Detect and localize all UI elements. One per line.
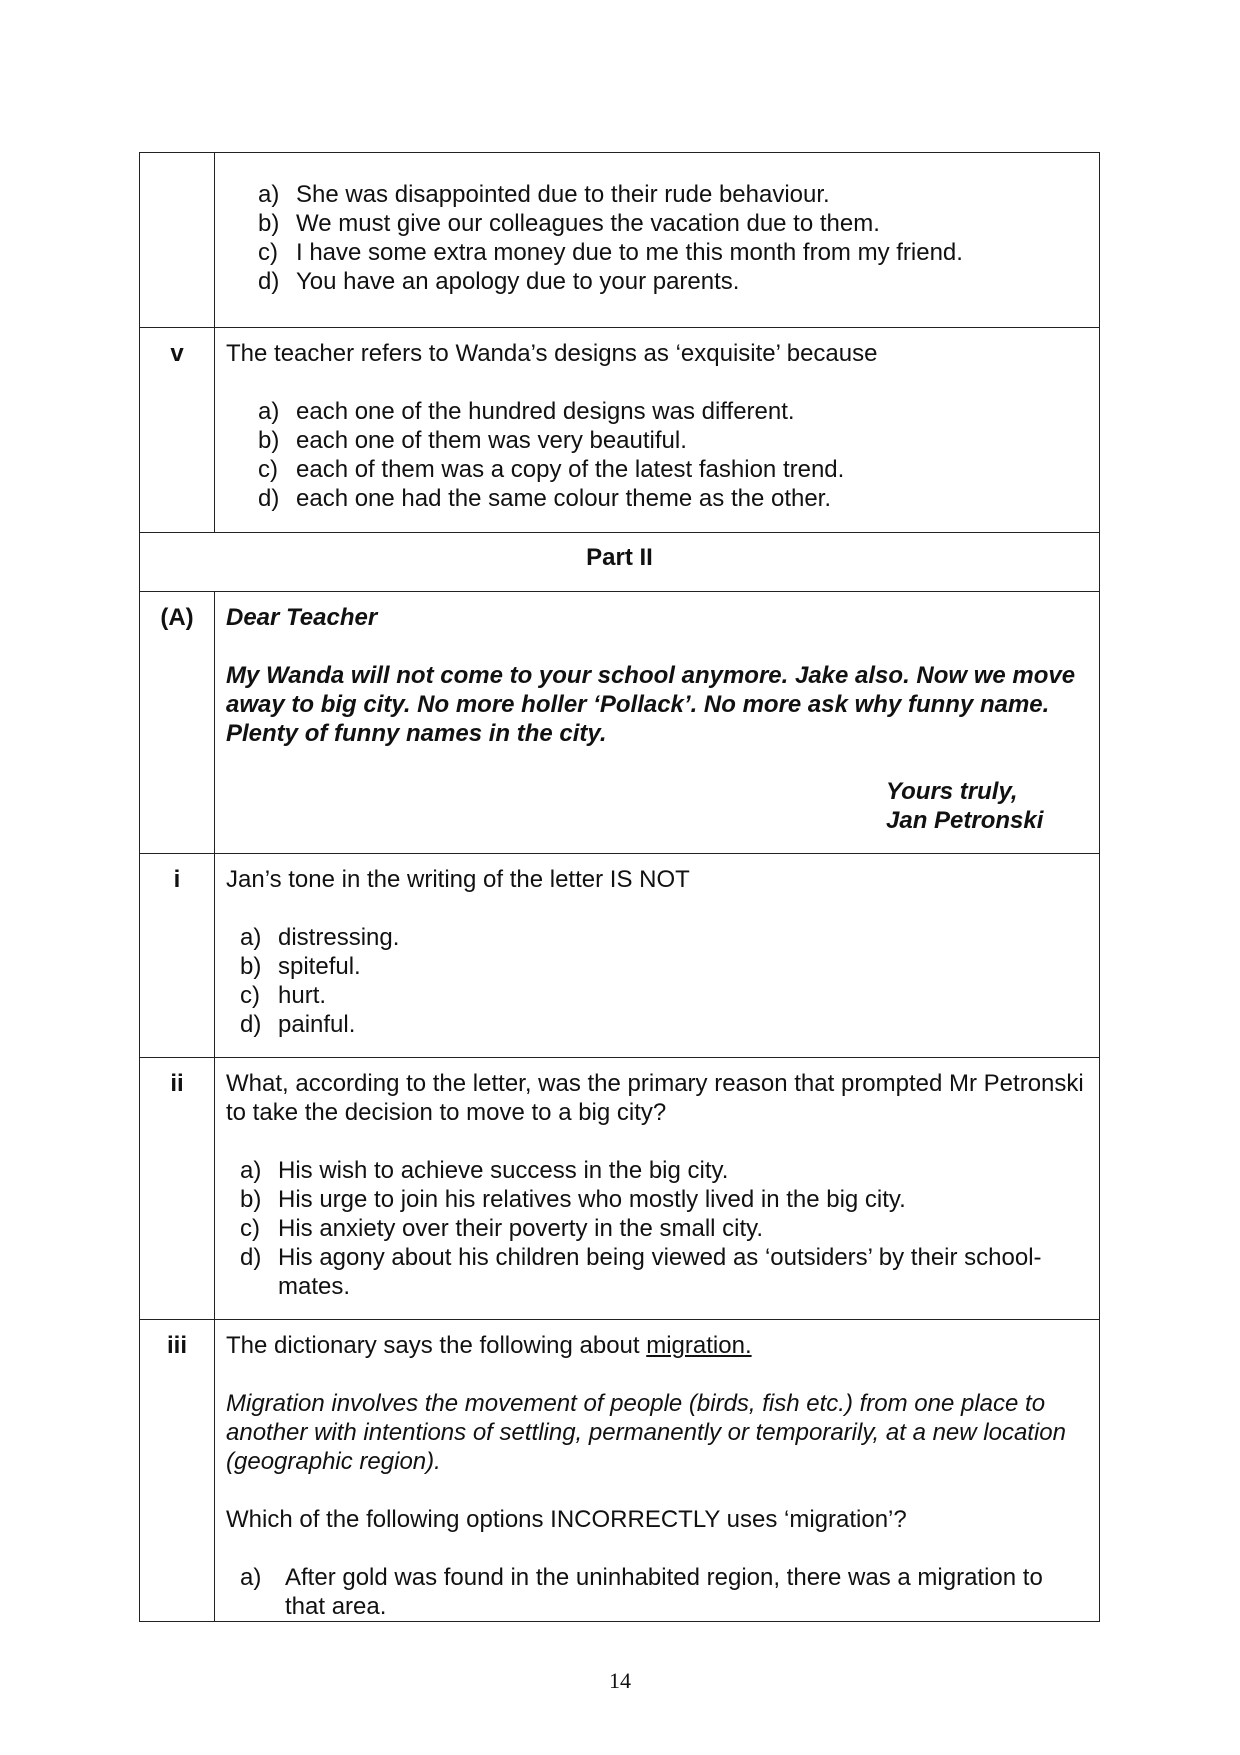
table-row: [140, 854, 1100, 1058]
question-text: Jan’s tone in the writing of the letter IS NOT: [226, 866, 690, 893]
options-list: [258, 180, 1087, 296]
list-item: b) spiteful.: [240, 953, 361, 980]
list-item: a) After gold was found in the uninhabited region, there was a migration to that area.: [240, 1564, 1043, 1620]
question-number: (A): [140, 592, 215, 854]
question-text: The dictionary says the following about migration.: [226, 1332, 752, 1359]
list-item: b) His urge to join his relatives who mostly lived in the big city.: [240, 1186, 906, 1213]
list-item: d) You have an apology due to your parents.: [258, 268, 740, 295]
list-item: c) I have some extra money due to me this month from my friend.: [258, 239, 963, 266]
question-number: [140, 153, 215, 328]
dictionary-definition: Migration involves the movement of people (birds, fish etc.) from one place to another with intentions of settling, permanently or temporarily, at a new location (geographic region).: [226, 1390, 1066, 1475]
table-row: [140, 1058, 1100, 1320]
list-item: d) His agony about his children being viewed as ‘outsiders’ by their school-mates.: [240, 1244, 1042, 1300]
question-number: i: [140, 854, 215, 1058]
list-item: a) His wish to achieve success in the big city.: [240, 1157, 729, 1184]
options-list: [226, 1563, 1087, 1621]
question-table: [139, 152, 1100, 1622]
page-number: 14: [609, 1668, 631, 1693]
underlined-term: migration.: [646, 1332, 752, 1359]
list-item: c) each of them was a copy of the latest fashion trend.: [258, 456, 845, 483]
list-item: b) each one of them was very beautiful.: [258, 427, 687, 454]
table-row: [140, 1320, 1100, 1622]
options-list: [226, 397, 1087, 513]
letter-closing: Yours truly,: [886, 778, 1018, 805]
question-number: v: [140, 328, 215, 533]
list-item: c) His anxiety over their poverty in the small city.: [240, 1215, 764, 1242]
list-item: a) She was disappointed due to their rude behaviour.: [258, 181, 830, 208]
list-item: a) distressing.: [240, 924, 400, 951]
question-body: [215, 153, 1100, 328]
question-number: iii: [140, 1320, 215, 1622]
question-body: [215, 1320, 1100, 1622]
question-table-container: [139, 152, 1100, 1620]
letter-signature: Jan Petronski: [886, 807, 1044, 834]
question-body: [215, 1058, 1100, 1320]
table-row: [140, 592, 1100, 854]
letter-body: [215, 592, 1100, 854]
list-item: a) each one of the hundred designs was different.: [258, 398, 795, 425]
question-text: The teacher refers to Wanda’s designs as ‘exquisite’ because: [226, 340, 878, 367]
list-item: d) painful.: [240, 1011, 356, 1038]
table-row: [140, 533, 1100, 592]
list-item: d) each one had the same colour theme as the other.: [258, 485, 832, 512]
table-row: [140, 153, 1100, 328]
question-prompt: Which of the following options INCORRECTLY uses ‘migration’?: [226, 1506, 907, 1533]
options-list: [226, 923, 1087, 1039]
question-body: [215, 854, 1100, 1058]
list-item: b) We must give our colleagues the vacation due to them.: [258, 210, 880, 237]
letter-text: My Wanda will not come to your school anymore. Jake also. Now we move away to big city. No more holler ‘Pollack’. No more ask why funny name. Plenty of funny names in the city.: [226, 662, 1076, 747]
section-heading: Part II: [140, 533, 1100, 592]
question-text: What, according to the letter, was the primary reason that prompted Mr Petronski to take the decision to move to a big city?: [226, 1070, 1084, 1126]
question-body: [215, 328, 1100, 533]
table-row: [140, 328, 1100, 533]
options-list: [226, 1156, 1087, 1301]
letter-salutation: Dear Teacher: [226, 604, 378, 631]
list-item: c) hurt.: [240, 982, 327, 1009]
question-number: ii: [140, 1058, 215, 1320]
